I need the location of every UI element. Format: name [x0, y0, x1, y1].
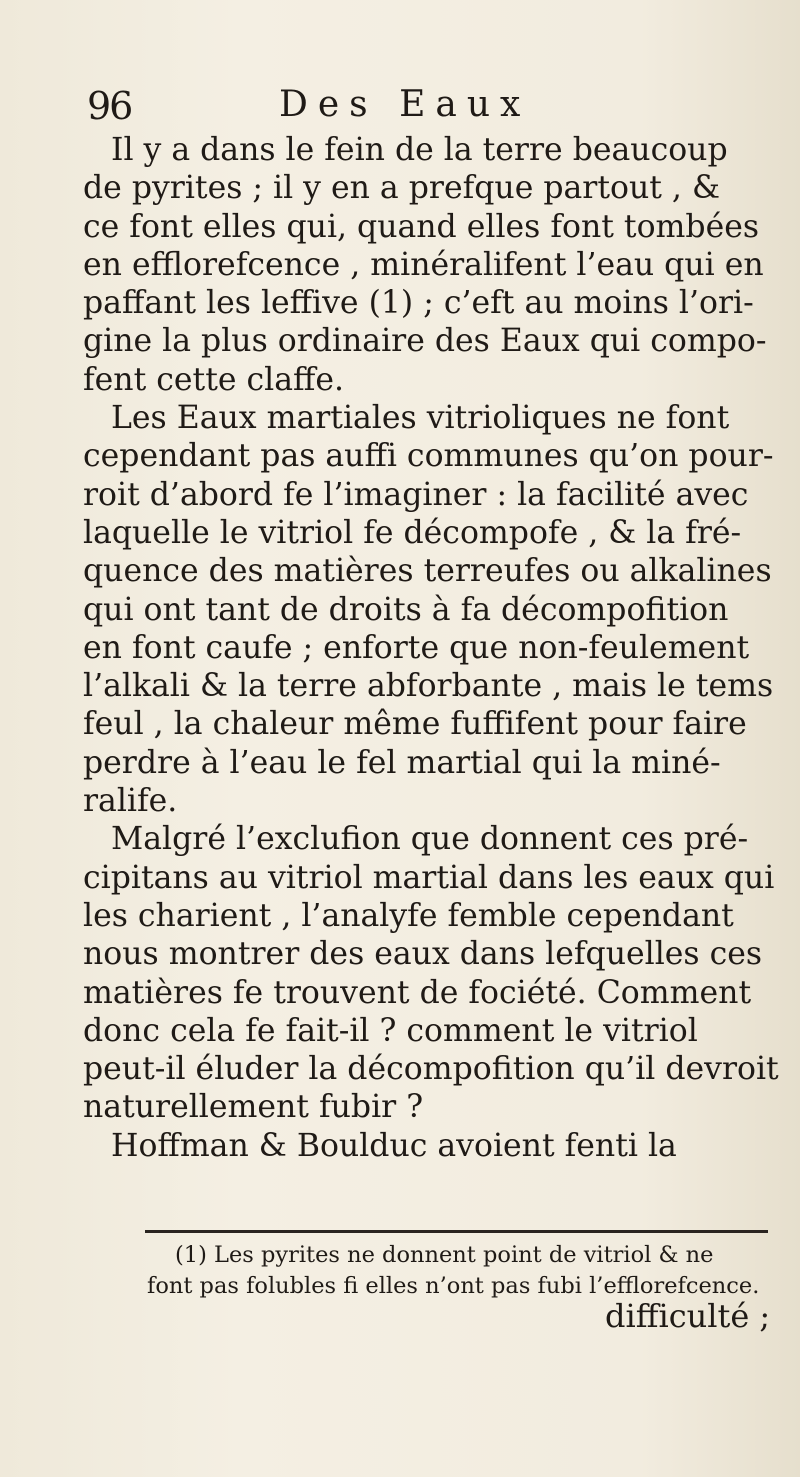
text-line: Il y a dans le fein de la terre beaucoup [111, 132, 728, 168]
text-line: Malgré l’exclufion que donnent ces pré- [111, 821, 749, 858]
page-header [87, 80, 737, 130]
footnote [147, 1240, 787, 1302]
text-line: peut-il éluder la décompofition qu’il devroit [83, 1051, 779, 1088]
running-head: Des Eaux [279, 84, 531, 125]
text-line: cependant pas auffi communes qu’on pour- [83, 438, 774, 475]
text-line: ce font elles qui, quand elles font tombées [83, 208, 760, 245]
text-line: fent cette claffe. [83, 361, 345, 398]
footnote-line: font pas folubles fi elles n’ont pas fubi l’efflorefcence. [147, 1273, 760, 1299]
catchword: difficulté ; [605, 1297, 771, 1335]
text-line: en font caufe ; enforte que non-feulement [83, 629, 750, 666]
text-line: les charient , l’analyfe femble cependant [83, 897, 734, 934]
text-line: Les Eaux martiales vitrioliques ne font [111, 400, 730, 437]
text-line: cipitans au vitriol martial dans les eaux qui [83, 859, 775, 896]
footnote-line: (1) Les pyrites ne donnent point de vitriol & ne [175, 1242, 714, 1268]
text-line: ralife. [83, 783, 178, 820]
text-line: Hoffman & Boulduc avoient fenti la [111, 1127, 677, 1164]
page-number: 96 [87, 84, 132, 128]
text-line: laquelle le vitriol fe décompofe , & la fré- [83, 514, 742, 551]
text-line: en efflorefcence , minéralifent l’eau qui en [83, 246, 764, 283]
text-line: quence des matières terreufes ou alkalines [83, 553, 772, 590]
text-line: roit d’abord fe l’imaginer : la facilité avec [83, 476, 749, 513]
text-line: qui ont tant de droits à fa décompofition [83, 591, 729, 628]
body-text [83, 131, 779, 1165]
text-line: donc cela fe fait-il ? comment le vitriol [83, 1012, 698, 1049]
text-line: paffant les leffive (1) ; c’eft au moins l’ori- [83, 285, 754, 322]
text-line: nous montrer des eaux dans lefquelles ces [83, 936, 763, 973]
footnote-rule [145, 1230, 768, 1233]
text-line: perdre à l’eau le fel martial qui la miné- [83, 744, 721, 781]
text-line: naturellement fubir ? [83, 1089, 424, 1126]
text-line: matières fe trouvent de fociété. Comment [83, 974, 752, 1011]
text-line: feul , la chaleur même fuffifent pour faire [83, 706, 747, 743]
text-line: l’alkali & la terre abforbante , mais le tems [83, 668, 774, 705]
text-line: gine la plus ordinaire des Eaux qui compo- [83, 323, 767, 360]
text-line: de pyrites ; il y en a prefque partout , & [83, 170, 720, 207]
